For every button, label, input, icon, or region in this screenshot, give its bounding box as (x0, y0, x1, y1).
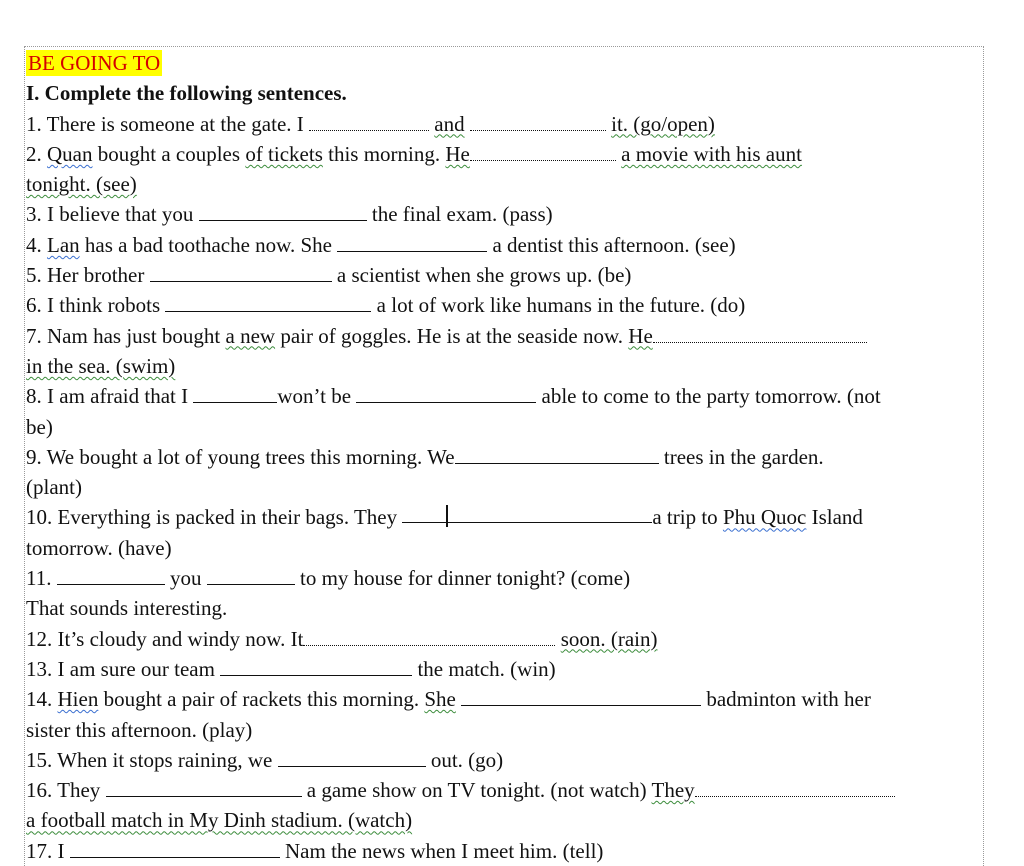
sentence-10-cont: tomorrow. (have) (26, 535, 172, 560)
answer-blank[interactable] (309, 110, 429, 131)
sentence-16: 16. They a game show on TV tonight. (not watch) They (26, 775, 984, 805)
sentence-8-cont: be) (26, 414, 53, 439)
sentence-7: 7. Nam has just bought a new pair of goggles. He is at the seaside now. He (26, 321, 984, 351)
answer-blank[interactable] (303, 625, 555, 646)
sentence-10: 10. Everything is packed in their bags. They a trip to Phu Quoc Island (26, 502, 984, 532)
sentence-6: 6. I think robots a lot of work like humans in the future. (do) (26, 293, 746, 318)
answer-blank[interactable] (356, 382, 536, 403)
answer-blank[interactable] (57, 564, 165, 585)
sentence-3: 3. I believe that you the final exam. (pass) (26, 202, 553, 227)
answer-blank[interactable] (70, 837, 280, 858)
answer-blank[interactable] (461, 685, 701, 706)
section-heading: I. Complete the following sentences. (26, 81, 347, 106)
title-line (26, 48, 984, 78)
sentence-4: 4. Lan has a bad toothache now. She a dentist this afternoon. (see) (26, 232, 736, 257)
worksheet (26, 48, 984, 866)
sentence-2-cont: tonight. (see) (26, 172, 137, 197)
answer-blank[interactable] (402, 502, 652, 523)
answer-blank[interactable] (695, 776, 895, 797)
sentence-11-cont: That sounds interesting. (26, 596, 228, 621)
answer-blank[interactable] (470, 110, 606, 131)
sentence-1: 1. There is someone at the gate. I and it. (go/open) (26, 111, 715, 136)
answer-blank[interactable] (165, 291, 371, 312)
worksheet-title: BE GOING TO (28, 51, 161, 75)
answer-blank[interactable] (220, 655, 412, 676)
sentence-17: 17. I Nam the news when I meet him. (tell) (26, 838, 604, 863)
sentence-9: 9. We bought a lot of young trees this morning. We trees in the garden. (26, 444, 824, 469)
answer-blank[interactable] (278, 746, 426, 767)
sentence-12: 12. It’s cloudy and windy now. It soon. (rain) (26, 626, 658, 651)
sentence-5: 5. Her brother a scientist when she grows up. (be) (26, 263, 632, 288)
sentence-11: 11. you to my house for dinner tonight? (come) (26, 566, 631, 591)
answer-blank[interactable] (207, 564, 295, 585)
sentence-8: 8. I am afraid that I won’t be able to come to the party tomorrow. (not (26, 384, 881, 409)
answer-blank[interactable] (455, 443, 659, 464)
sentence-16-cont: a football match in My Dinh stadium. (watch) (26, 808, 413, 833)
answer-blank[interactable] (199, 200, 367, 221)
sentence-7-cont: in the sea. (swim) (26, 353, 176, 378)
answer-blank[interactable] (337, 231, 487, 252)
answer-blank[interactable] (470, 140, 616, 161)
answer-blank[interactable] (150, 261, 332, 282)
sentence-14-cont: sister this afternoon. (play) (26, 717, 253, 742)
answer-blank[interactable] (193, 382, 277, 403)
text-cursor (446, 505, 448, 527)
sentence-14: 14. Hien bought a pair of rackets this morning. She badminton with her (26, 687, 871, 712)
sentence-13: 13. I am sure our team the match. (win) (26, 656, 556, 681)
answer-blank[interactable] (106, 776, 302, 797)
sentence-15: 15. When it stops raining, we out. (go) (26, 747, 504, 772)
sentence-2: 2. Quan bought a couples of tickets this morning. He a movie with his aunt (26, 141, 802, 166)
sentence-9-cont: (plant) (26, 475, 82, 500)
answer-blank[interactable] (653, 322, 867, 343)
